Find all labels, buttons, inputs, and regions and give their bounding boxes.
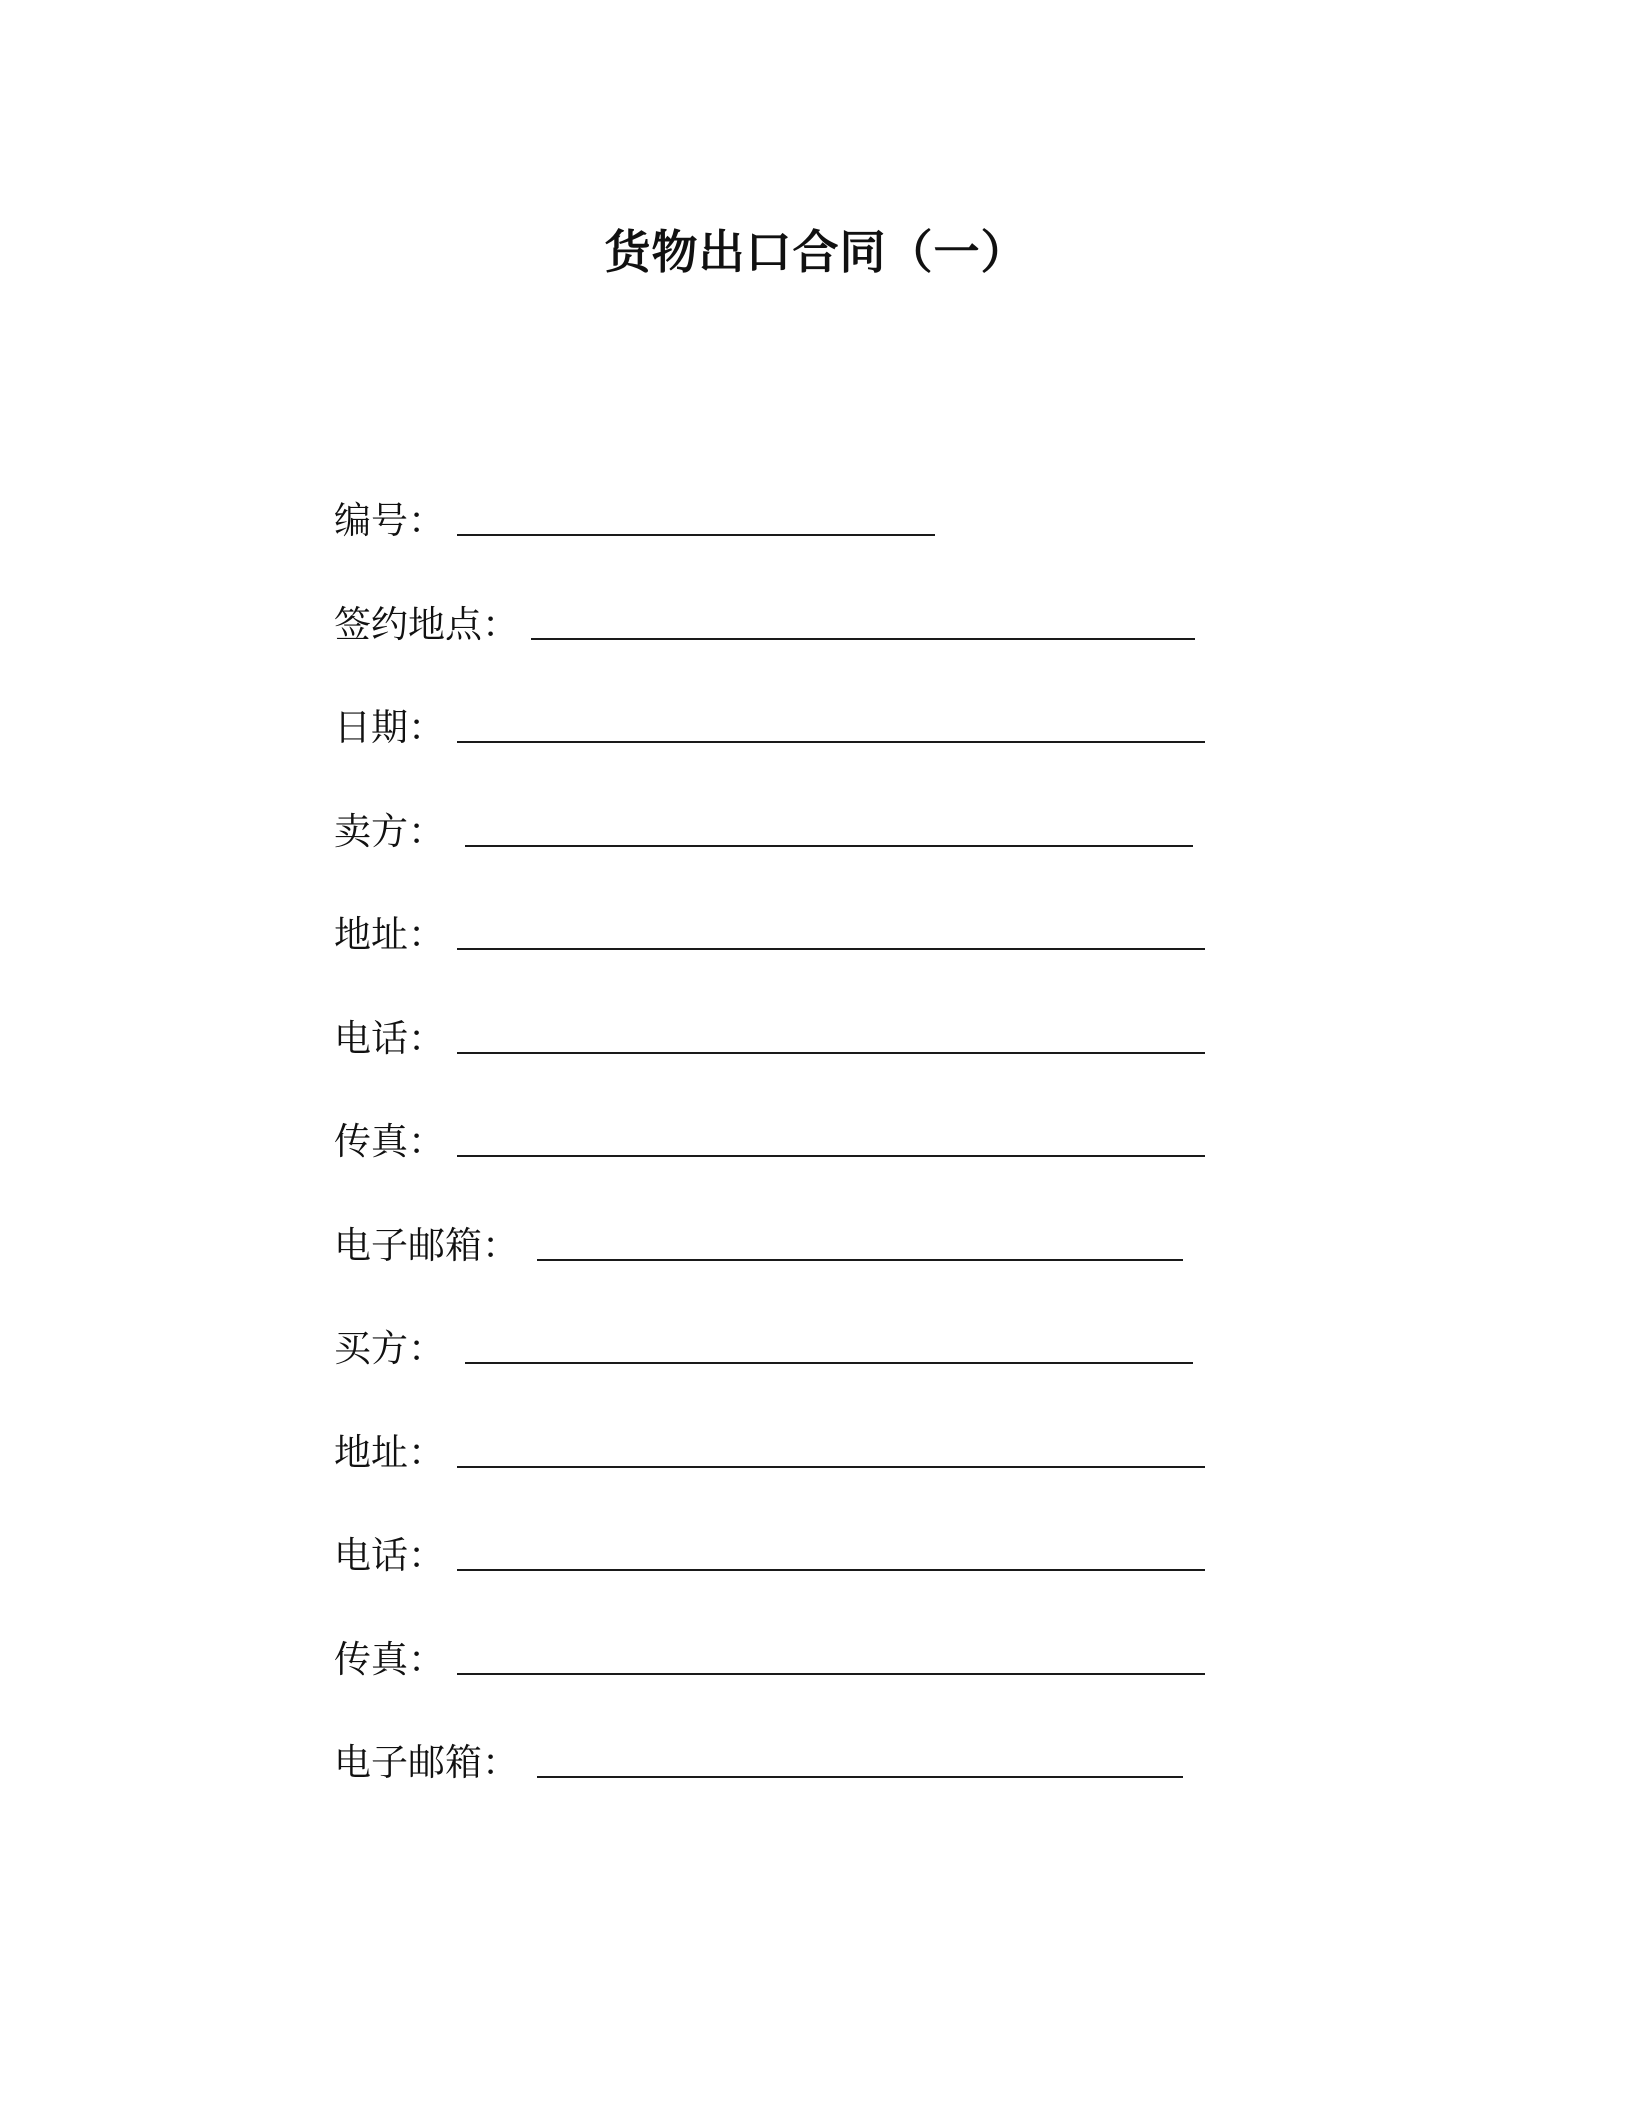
seller-fax-label: 传真：	[334, 1120, 445, 1163]
buyer-blank[interactable]	[465, 1362, 1193, 1364]
buyer-phone-label: 电话：	[334, 1534, 445, 1577]
seller-phone-label: 电话：	[334, 1017, 445, 1060]
buyer-address-blank[interactable]	[457, 1466, 1205, 1468]
seller-field	[334, 805, 1193, 855]
buyer-fax-blank[interactable]	[457, 1673, 1205, 1675]
buyer-address-field	[334, 1426, 1205, 1476]
buyer-phone-blank[interactable]	[457, 1569, 1205, 1571]
seller-email-label: 电子邮箱：	[334, 1224, 519, 1267]
contract-number-field	[334, 494, 935, 544]
signing-place-blank[interactable]	[531, 638, 1195, 640]
seller-email-field	[334, 1219, 1183, 1269]
seller-address-blank[interactable]	[457, 948, 1205, 950]
seller-fax-field	[334, 1115, 1205, 1165]
contract-number-blank[interactable]	[457, 534, 935, 536]
seller-phone-field	[334, 1012, 1205, 1062]
buyer-email-blank[interactable]	[537, 1776, 1183, 1778]
buyer-fax-field	[334, 1633, 1205, 1683]
seller-label: 卖方：	[334, 810, 445, 853]
document-title: 货物出口合同（一）	[604, 225, 1028, 279]
seller-email-blank[interactable]	[537, 1259, 1183, 1261]
date-field	[334, 701, 1205, 751]
seller-blank[interactable]	[465, 845, 1193, 847]
buyer-email-field	[334, 1736, 1183, 1786]
date-blank[interactable]	[457, 741, 1205, 743]
buyer-email-label: 电子邮箱：	[334, 1741, 519, 1784]
seller-address-label: 地址：	[334, 913, 445, 956]
contract-number-label: 编号：	[334, 499, 445, 542]
buyer-label: 买方：	[334, 1327, 445, 1370]
signing-place-label: 签约地点：	[334, 603, 519, 646]
seller-fax-blank[interactable]	[457, 1155, 1205, 1157]
seller-address-field	[334, 908, 1205, 958]
buyer-address-label: 地址：	[334, 1431, 445, 1474]
date-label: 日期：	[334, 706, 445, 749]
seller-phone-blank[interactable]	[457, 1052, 1205, 1054]
signing-place-field	[334, 598, 1195, 648]
buyer-fax-label: 传真：	[334, 1638, 445, 1681]
buyer-phone-field	[334, 1529, 1205, 1579]
buyer-field	[334, 1322, 1193, 1372]
